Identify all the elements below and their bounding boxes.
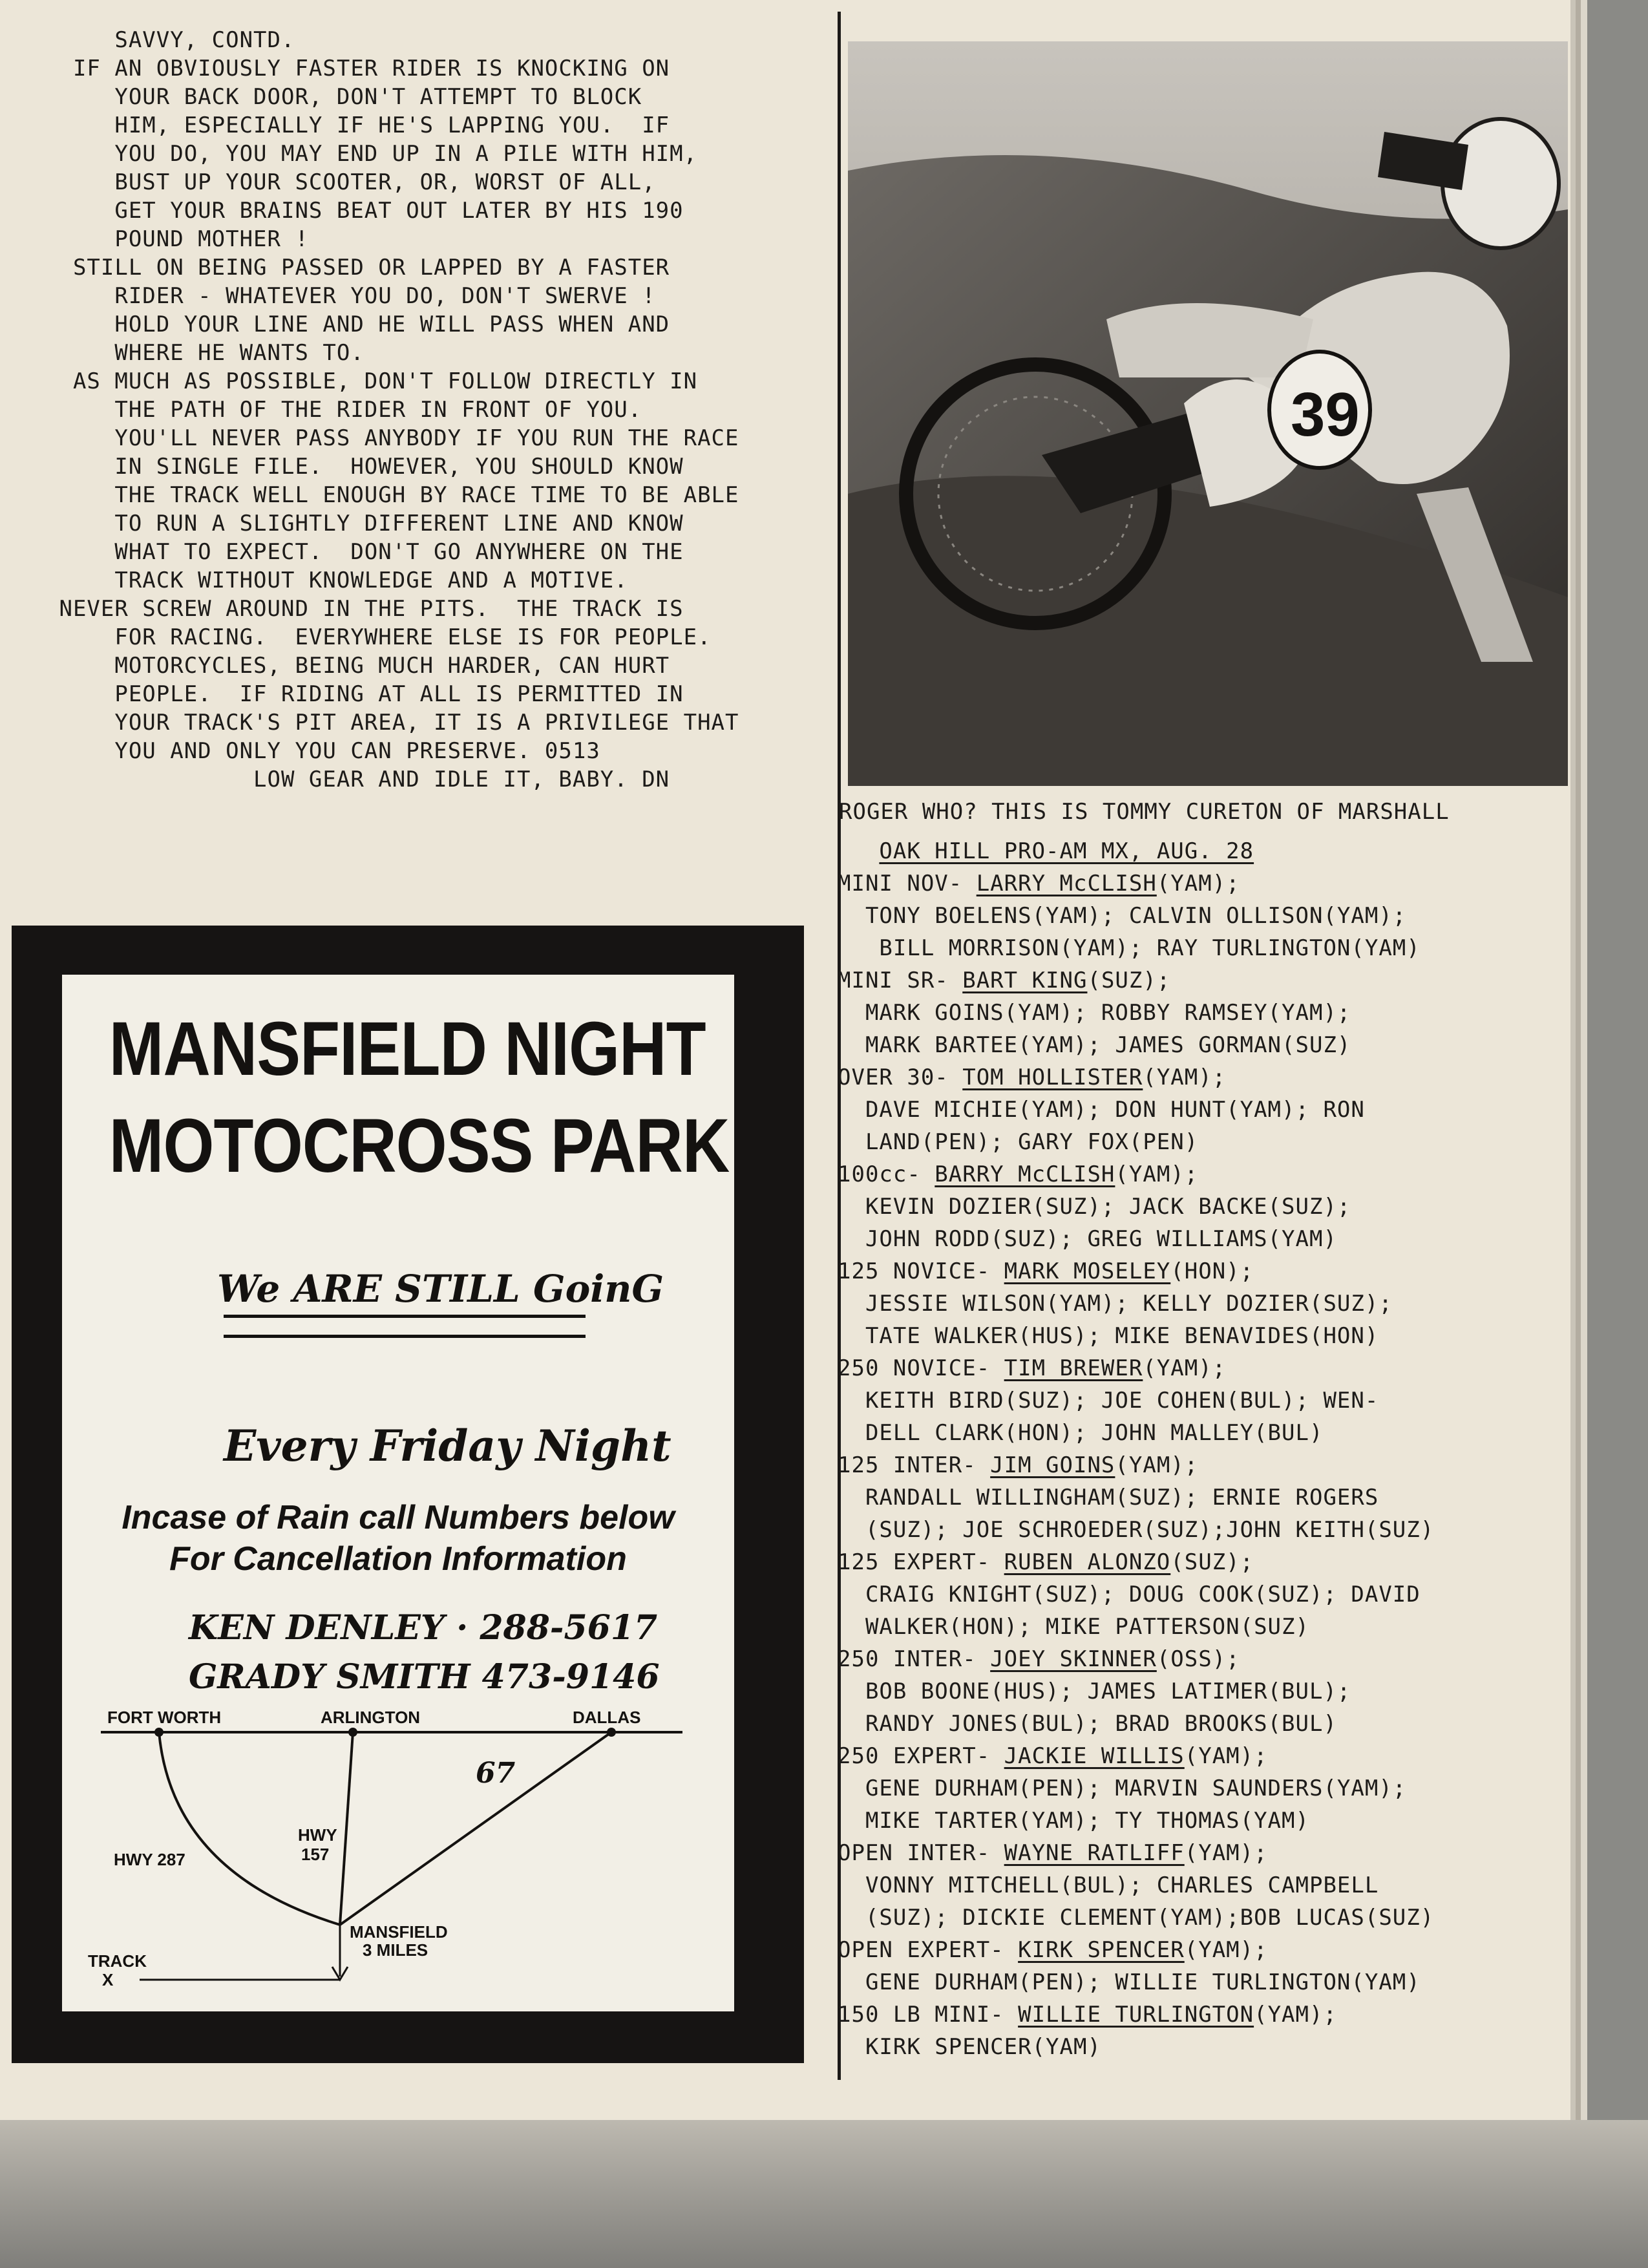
label-mansfield: MANSFIELD bbox=[350, 1922, 448, 1942]
results-class-line bbox=[838, 867, 1568, 900]
article-line: LOW GEAR AND IDLE IT, BABY. DN bbox=[45, 767, 670, 792]
article-line: GET YOUR BRAINS BEAT OUT LATER BY HIS 190 bbox=[45, 198, 684, 224]
results-class-line bbox=[838, 1998, 1568, 2031]
article-line: NEVER SCREW AROUND IN THE PITS. THE TRACK IS bbox=[45, 596, 684, 622]
article-line: YOU'LL NEVER PASS ANYBODY IF YOU RUN THE RACE bbox=[45, 425, 739, 451]
mansfield-advertisement bbox=[12, 926, 804, 2063]
riding-tips-article bbox=[45, 26, 821, 794]
label-arlington: ARLINGTON bbox=[321, 1708, 421, 1727]
class-name: 250 INTER- bbox=[838, 1646, 991, 1672]
class-winner: WILLIE TURLINGTON bbox=[1018, 2002, 1254, 2028]
results-finishers-line: TONY BOELENS(YAM); CALVIN OLLISON(YAM); bbox=[838, 903, 1407, 929]
winner-brand: (OSS); bbox=[1156, 1646, 1240, 1672]
results-finishers-line: JOHN RODD(SUZ); GREG WILLIAMS(YAM) bbox=[838, 1226, 1337, 1252]
hwy-157-road bbox=[340, 1732, 353, 1925]
class-winner: MARK MOSELEY bbox=[1004, 1258, 1171, 1284]
class-winner: BARRY McCLISH bbox=[935, 1161, 1115, 1187]
class-name: 125 INTER- bbox=[838, 1452, 991, 1478]
label-hwy-287: HWY 287 bbox=[114, 1850, 185, 1869]
class-winner: JOEY SKINNER bbox=[990, 1646, 1157, 1672]
rain-notice-line-2: For Cancellation Information bbox=[169, 1540, 627, 1578]
class-winner: LARRY McCLISH bbox=[976, 871, 1157, 896]
results-finishers-line: GENE DURHAM(PEN); MARVIN SAUNDERS(YAM); bbox=[838, 1775, 1407, 1801]
ad-panel bbox=[62, 975, 734, 2011]
results-finishers-line: KEITH BIRD(SUZ); JOE COHEN(BUL); WEN- bbox=[838, 1388, 1379, 1414]
class-name: OVER 30- bbox=[838, 1065, 963, 1090]
results-finishers-line: VONNY MITCHELL(BUL); CHARLES CAMPBELL bbox=[838, 1872, 1379, 1898]
winner-brand: (YAM); bbox=[1143, 1355, 1227, 1381]
results-class-line bbox=[838, 1352, 1568, 1384]
results-finishers-line: GENE DURHAM(PEN); WILLIE TURLINGTON(YAM) bbox=[838, 1969, 1421, 1995]
article-line: TRACK WITHOUT KNOWLEDGE AND A MOTIVE. bbox=[45, 567, 628, 593]
results-finishers-line: DAVE MICHIE(YAM); DON HUNT(YAM); RON bbox=[838, 1097, 1365, 1123]
class-winner: TIM BREWER bbox=[1004, 1355, 1143, 1381]
article-line: FOR RACING. EVERYWHERE ELSE IS FOR PEOPLE. bbox=[45, 624, 712, 650]
class-name: MINI SR- bbox=[838, 968, 963, 993]
class-name: OPEN EXPERT- bbox=[838, 1937, 1019, 1963]
class-name: OPEN INTER- bbox=[838, 1840, 1004, 1866]
results-finishers-line: MARK GOINS(YAM); ROBBY RAMSEY(YAM); bbox=[838, 1000, 1351, 1026]
winner-brand: (SUZ); bbox=[1087, 968, 1171, 993]
article-line: STILL ON BEING PASSED OR LAPPED BY A FASTER bbox=[45, 255, 670, 281]
label-dallas: DALLAS bbox=[573, 1708, 641, 1727]
results-finishers-line: MARK BARTEE(YAM); JAMES GORMAN(SUZ) bbox=[838, 1032, 1351, 1058]
results-class-line bbox=[838, 1255, 1568, 1288]
article-line: IN SINGLE FILE. HOWEVER, YOU SHOULD KNOW bbox=[45, 454, 684, 480]
article-line: IF AN OBVIOUSLY FASTER RIDER IS KNOCKING ON bbox=[45, 56, 670, 81]
results-finishers-line: MIKE TARTER(YAM); TY THOMAS(YAM) bbox=[838, 1808, 1309, 1834]
label-fort-worth: FORT WORTH bbox=[107, 1708, 222, 1727]
class-winner: JACKIE WILLIS bbox=[1004, 1743, 1185, 1769]
results-class-line bbox=[838, 1158, 1568, 1191]
article-line: WHAT TO EXPECT. DON'T GO ANYWHERE ON THE bbox=[45, 539, 684, 565]
handwritten-underline bbox=[224, 1315, 586, 1338]
results-finishers-line: BILL MORRISON(YAM); RAY TURLINGTON(YAM) bbox=[838, 935, 1421, 961]
class-name: 125 NOVICE- bbox=[838, 1258, 1004, 1284]
label-hwy-67: 67 bbox=[476, 1757, 516, 1790]
article-line: YOUR BACK DOOR, DON'T ATTEMPT TO BLOCK bbox=[45, 84, 642, 110]
article-line: SAVVY, CONTD. bbox=[45, 27, 295, 53]
winner-brand: (HON); bbox=[1170, 1258, 1254, 1284]
article-line: THE PATH OF THE RIDER IN FRONT OF YOU. bbox=[45, 397, 642, 423]
class-winner: BART KING bbox=[962, 968, 1088, 993]
article-line: PEOPLE. IF RIDING AT ALL IS PERMITTED IN bbox=[45, 681, 684, 707]
article-line: RIDER - WHATEVER YOU DO, DON'T SWERVE ! bbox=[45, 283, 656, 309]
rain-notice bbox=[62, 1497, 734, 1580]
winner-brand: (YAM); bbox=[1143, 1065, 1227, 1090]
results-class-line bbox=[838, 1643, 1568, 1675]
article-line: YOUR TRACK'S PIT AREA, IT IS A PRIVILEGE THAT bbox=[45, 710, 739, 736]
results-finishers-line: RANDALL WILLINGHAM(SUZ); ERNIE ROGERS bbox=[838, 1485, 1379, 1510]
class-name: 150 LB MINI- bbox=[838, 2002, 1019, 2028]
results-title bbox=[838, 835, 1568, 867]
class-name: 250 EXPERT- bbox=[838, 1743, 1004, 1769]
results-finishers-line: KEVIN DOZIER(SUZ); JACK BACKE(SUZ); bbox=[838, 1194, 1351, 1220]
winner-brand: (YAM); bbox=[1254, 2002, 1337, 2028]
results-finishers-line: BOB BOONE(HUS); JAMES LATIMER(BUL); bbox=[838, 1679, 1351, 1704]
results-class-line bbox=[838, 1546, 1568, 1578]
ad-title-line-1: MANSFIELD NIGHT bbox=[109, 1006, 706, 1092]
label-hwy-157-a: HWY bbox=[298, 1825, 337, 1845]
every-friday-text: Every Friday Night bbox=[224, 1421, 671, 1471]
article-line: BUST UP YOUR SCOOTER, OR, WORST OF ALL, bbox=[45, 169, 656, 195]
results-class-line bbox=[838, 1934, 1568, 1966]
results-finishers-line: DELL CLARK(HON); JOHN MALLEY(BUL) bbox=[838, 1420, 1324, 1446]
label-hwy-157-b: 157 bbox=[301, 1845, 330, 1864]
results-class-line bbox=[838, 1449, 1568, 1481]
ad-title bbox=[109, 1001, 730, 1194]
class-winner: TOM HOLLISTER bbox=[962, 1065, 1143, 1090]
article-line: HOLD YOUR LINE AND HE WILL PASS WHEN AND bbox=[45, 312, 670, 337]
class-name: MINI NOV- bbox=[838, 871, 977, 896]
results-class-line bbox=[838, 964, 1568, 997]
class-winner: RUBEN ALONZO bbox=[1004, 1549, 1171, 1575]
article-line: YOU DO, YOU MAY END UP IN A PILE WITH HIM, bbox=[45, 141, 698, 167]
results-class-line bbox=[838, 1740, 1568, 1772]
winner-brand: (YAM); bbox=[1184, 1743, 1268, 1769]
scan-bottom-edge bbox=[0, 2120, 1648, 2268]
results-finishers-line: TATE WALKER(HUS); MIKE BENAVIDES(HON) bbox=[838, 1323, 1379, 1349]
article-line: POUND MOTHER ! bbox=[45, 226, 309, 252]
results-finishers-line: (SUZ); DICKIE CLEMENT(YAM);BOB LUCAS(SUZ) bbox=[838, 1905, 1435, 1931]
directions-map bbox=[62, 1705, 734, 2009]
results-finishers-line: JESSIE WILSON(YAM); KELLY DOZIER(SUZ); bbox=[838, 1291, 1393, 1317]
results-finishers-line: RANDY JONES(BUL); BRAD BROOKS(BUL) bbox=[838, 1711, 1337, 1737]
class-name: 100cc- bbox=[838, 1161, 935, 1187]
article-line: WHERE HE WANTS TO. bbox=[45, 340, 364, 366]
article-line: AS MUCH AS POSSIBLE, DON'T FOLLOW DIRECTLY IN bbox=[45, 368, 698, 394]
article-line: YOU AND ONLY YOU CAN PRESERVE. 0513 bbox=[45, 738, 600, 764]
motocross-photo bbox=[848, 41, 1568, 786]
class-winner: WAYNE RATLIFF bbox=[1004, 1840, 1185, 1866]
class-winner: JIM GOINS bbox=[990, 1452, 1115, 1478]
class-name: 250 NOVICE- bbox=[838, 1355, 1004, 1381]
number-plate-text: 39 bbox=[1291, 380, 1360, 449]
winner-brand: (YAM); bbox=[1184, 1937, 1268, 1963]
ad-title-line-2: MOTOCROSS PARK bbox=[109, 1103, 730, 1189]
winner-brand: (SUZ); bbox=[1170, 1549, 1254, 1575]
contact-ken-denley: KEN DENLEY · 288-5617 bbox=[189, 1608, 658, 1648]
results-finishers-line: CRAIG KNIGHT(SUZ); DOUG COOK(SUZ); DAVID bbox=[838, 1582, 1421, 1607]
results-finishers-line: (SUZ); JOE SCHROEDER(SUZ);JOHN KEITH(SUZ) bbox=[838, 1517, 1435, 1543]
event-title: OAK HILL PRO-AM MX, AUG. 28 bbox=[879, 838, 1254, 864]
results-finishers-line: LAND(PEN); GARY FOX(PEN) bbox=[838, 1129, 1199, 1155]
class-winner: KIRK SPENCER bbox=[1018, 1937, 1185, 1963]
winner-brand: (YAM); bbox=[1115, 1161, 1199, 1187]
results-finishers-line: WALKER(HON); MIKE PATTERSON(SUZ) bbox=[838, 1614, 1309, 1640]
article-line: MOTORCYCLES, BEING MUCH HARDER, CAN HURT bbox=[45, 653, 670, 679]
label-track-x: X bbox=[102, 1970, 114, 1989]
label-3-miles: 3 MILES bbox=[363, 1940, 428, 1960]
rider-leg bbox=[1106, 303, 1313, 377]
results-finishers-line: KIRK SPENCER(YAM) bbox=[838, 2034, 1101, 2060]
results-class-line bbox=[838, 1061, 1568, 1094]
class-name: 125 EXPERT- bbox=[838, 1549, 1004, 1575]
race-results bbox=[838, 835, 1568, 2063]
label-track: TRACK bbox=[88, 1951, 147, 1971]
rain-notice-line-1: Incase of Rain call Numbers below bbox=[121, 1499, 675, 1536]
contact-grady-smith: GRADY SMITH 473-9146 bbox=[189, 1657, 660, 1697]
article-line: TO RUN A SLIGHTLY DIFFERENT LINE AND KNOW bbox=[45, 511, 684, 536]
still-going-text: We ARE STILL GoinG bbox=[217, 1267, 664, 1311]
photo-caption: ROGER WHO? THIS IS TOMMY CURETON OF MARSHALL bbox=[839, 799, 1450, 825]
winner-brand: (YAM); bbox=[1184, 1840, 1268, 1866]
winner-brand: (YAM); bbox=[1115, 1452, 1199, 1478]
article-line: THE TRACK WELL ENOUGH BY RACE TIME TO BE ABLE bbox=[45, 482, 739, 508]
article-line: HIM, ESPECIALLY IF HE'S LAPPING YOU. IF bbox=[45, 112, 670, 138]
winner-brand: (YAM); bbox=[1156, 871, 1240, 896]
results-class-line bbox=[838, 1837, 1568, 1869]
